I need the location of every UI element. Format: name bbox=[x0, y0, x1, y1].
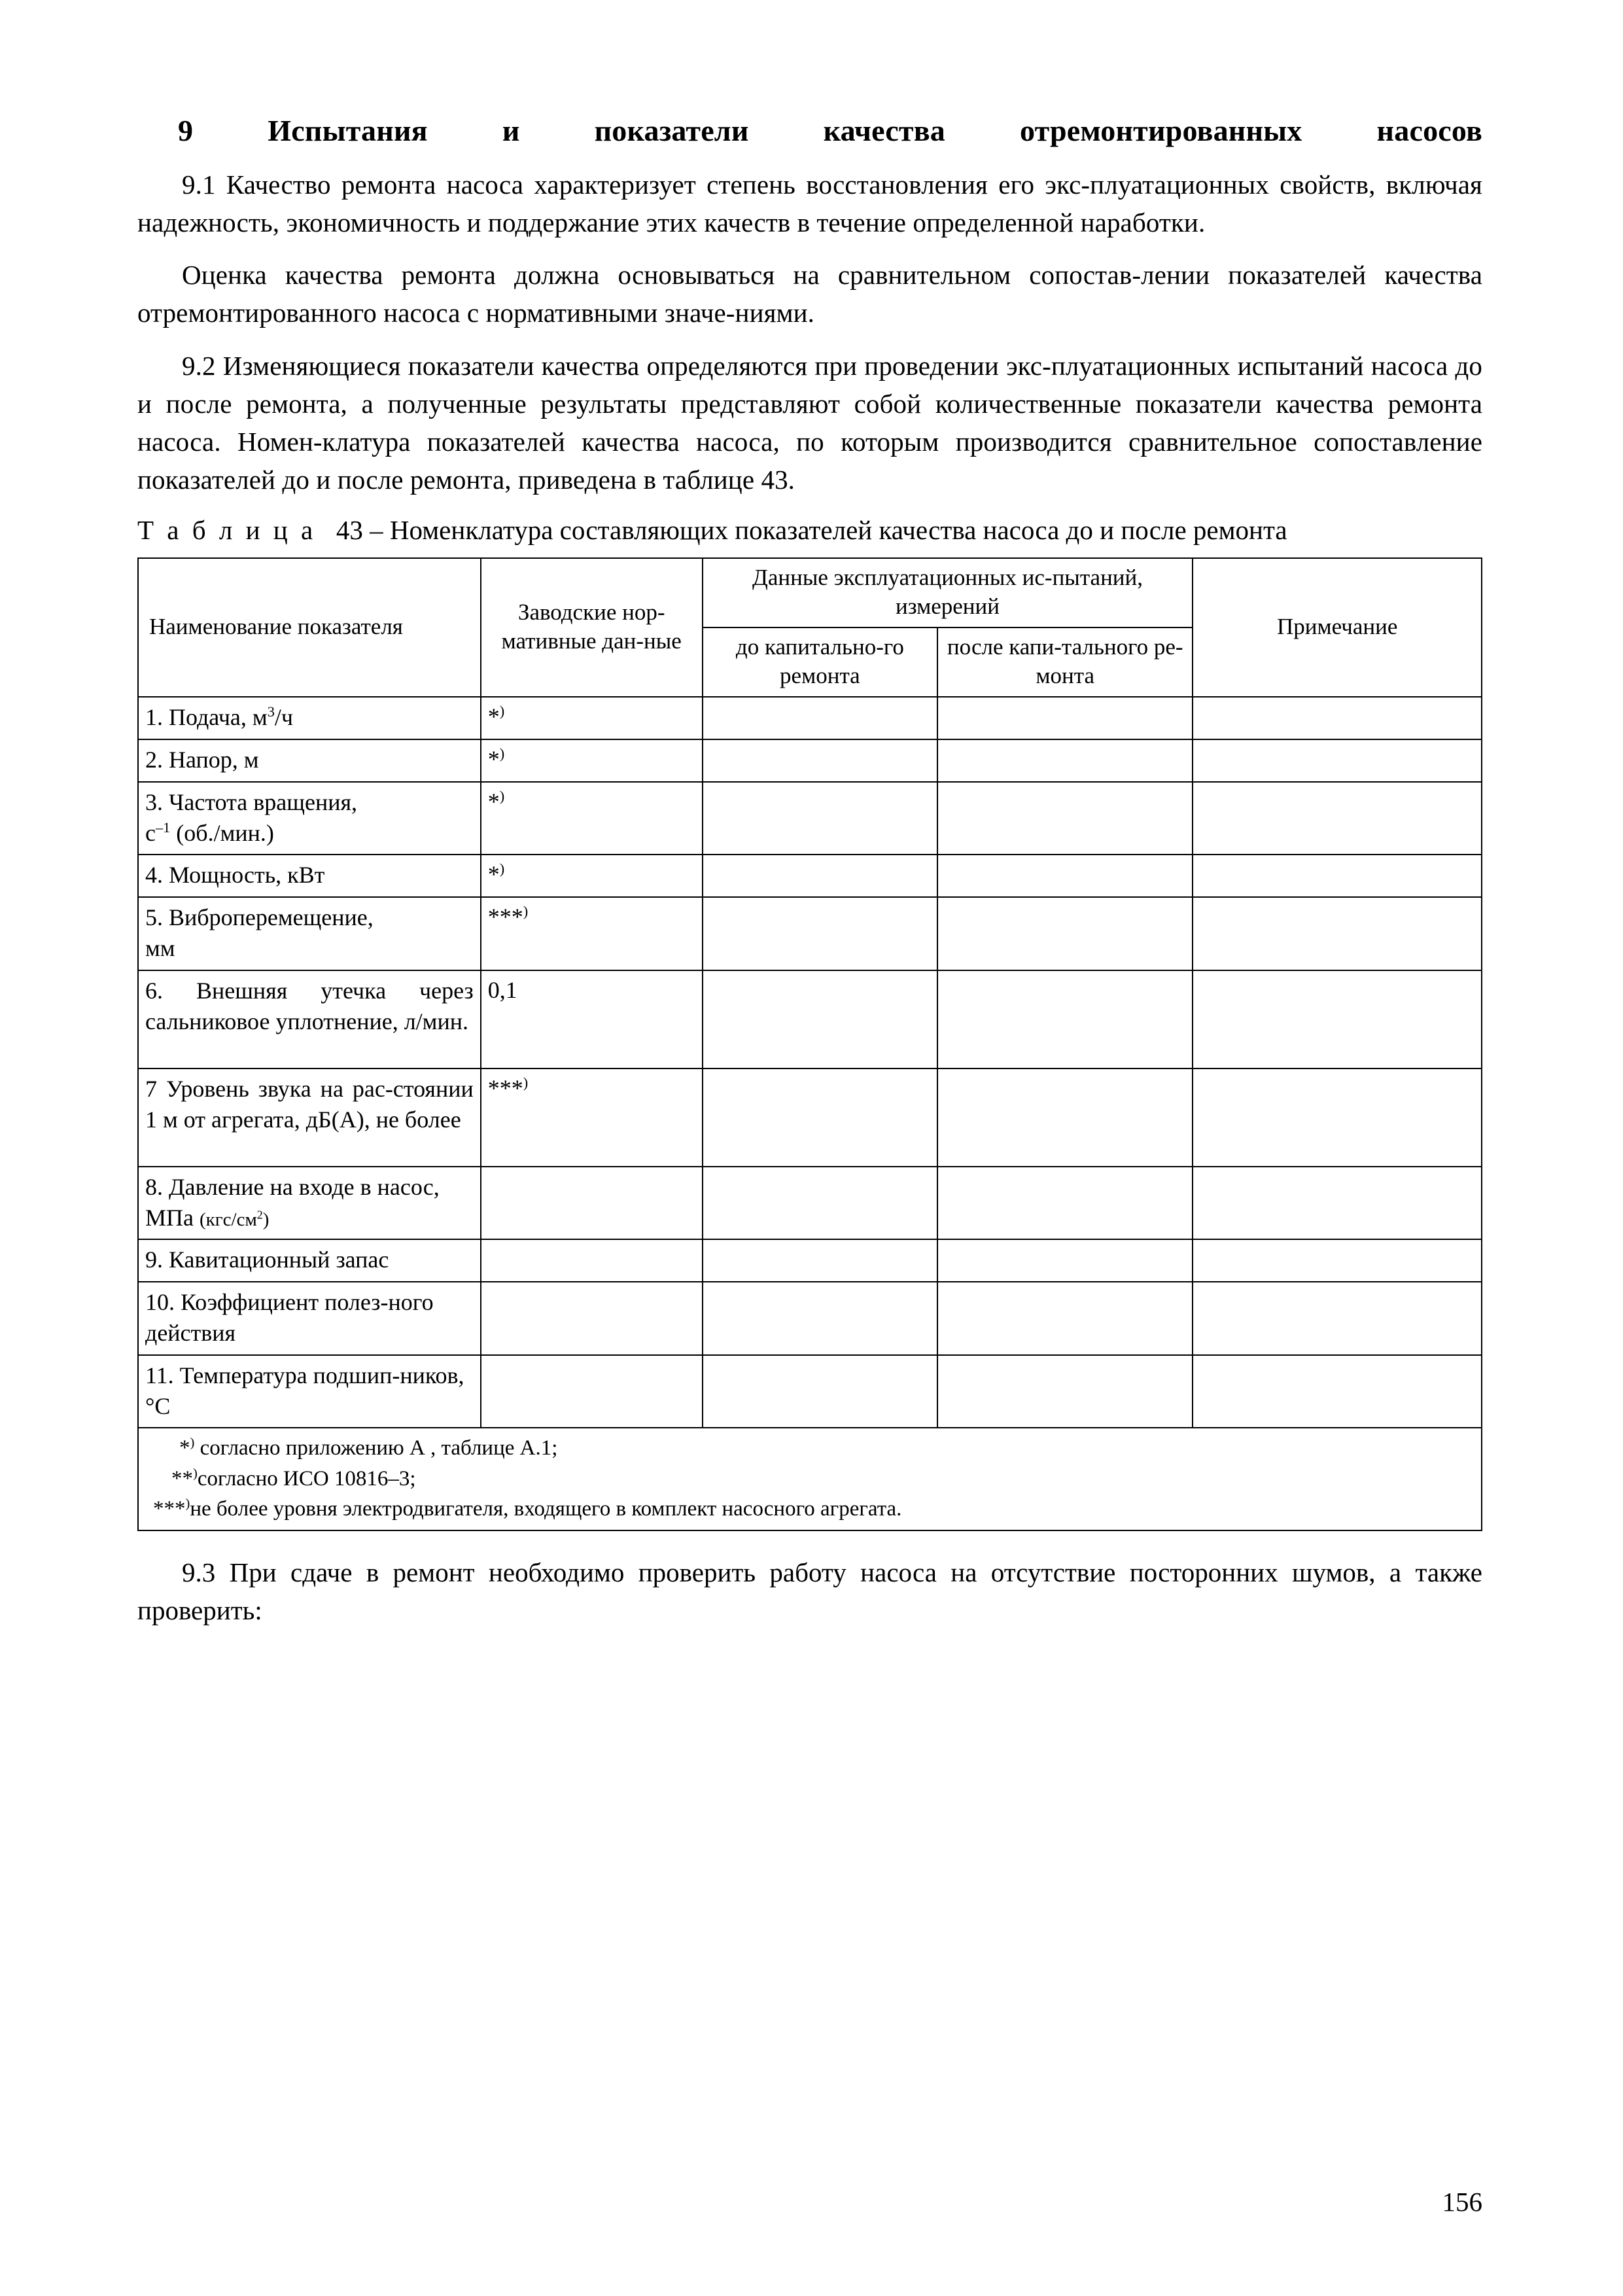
cell-note bbox=[1193, 1282, 1482, 1355]
paragraph-9-2: 9.2 Изменяющиеся показатели качества определяются при проведении экс-плуатационных испытаний насоса до и после ремонта, а полученные результаты представляют собой количественные показатели качества ремонта насоса. Номен-клатура показателей качества насоса, по которым производится сравнительное сопоставление показателей до и после ремонта, приведена в таблице 43. bbox=[137, 350, 1482, 495]
table-row bbox=[138, 1069, 1482, 1167]
table-row bbox=[138, 970, 1482, 1069]
table-caption-dash: – bbox=[370, 515, 383, 546]
cell-indicator-name: 1. Подача, $м^3/ч$ bbox=[138, 697, 481, 739]
table-header bbox=[138, 558, 1482, 697]
table-header-row-1 bbox=[138, 558, 1482, 627]
header-indicator-name: Наименование показателя bbox=[138, 558, 481, 697]
cell-after bbox=[937, 782, 1193, 855]
cell-after bbox=[937, 1069, 1193, 1167]
cell-note bbox=[1193, 897, 1482, 970]
cell-before bbox=[703, 739, 937, 782]
cell-after bbox=[937, 739, 1193, 782]
cell-before bbox=[703, 1355, 937, 1428]
cell-indicator-name: 6. Внешняя утечка через сальниковое уплотнение, л/мин. bbox=[138, 970, 481, 1069]
cell-before bbox=[703, 1282, 937, 1355]
table-row bbox=[138, 697, 1482, 739]
cell-factory bbox=[481, 1167, 703, 1240]
cell-factory: 0,1 bbox=[481, 970, 703, 1069]
cell-after bbox=[937, 970, 1193, 1069]
cell-before bbox=[703, 697, 937, 739]
table-row bbox=[138, 1239, 1482, 1282]
quality-indicators-table bbox=[137, 557, 1482, 1531]
paragraph-9-3: 9.3 При сдаче в ремонт необходимо проверить работу насоса на отсутствие посторонних шумов, а также проверить: bbox=[137, 1557, 1482, 1626]
cell-note bbox=[1193, 1355, 1482, 1428]
cell-after bbox=[937, 1355, 1193, 1428]
table-caption-label: Т а б л и ц а bbox=[137, 515, 317, 546]
cell-before bbox=[703, 897, 937, 970]
cell-factory bbox=[481, 1355, 703, 1428]
footnote: ***)не более уровня электродвигателя, входящего в комплект насосного агрегата. bbox=[153, 1496, 902, 1521]
table-row bbox=[138, 782, 1482, 855]
cell-before bbox=[703, 782, 937, 855]
cell-indicator-name: 2. Напор, м bbox=[138, 739, 481, 782]
paragraph-9-1: 9.1 Качество ремонта насоса характеризует степень восстановления его экс-плуатационных свойств, включая надежность, экономичность и поддержание этих качеств в течение определенной наработки. bbox=[137, 169, 1482, 238]
header-before-repair: до капитально-го ремонта bbox=[703, 627, 937, 697]
table-row bbox=[138, 855, 1482, 897]
cell-factory bbox=[481, 1239, 703, 1282]
cell-note bbox=[1193, 782, 1482, 855]
cell-note bbox=[1193, 970, 1482, 1069]
header-operational-data: Данные эксплуатационных ис-пытаний, измерений bbox=[703, 558, 1193, 627]
cell-note bbox=[1193, 1069, 1482, 1167]
table-caption-text: Номенклатура составляющих показателей качества насоса до и после ремонта bbox=[389, 515, 1287, 546]
cell-factory: *) bbox=[481, 697, 703, 739]
cell-before bbox=[703, 1069, 937, 1167]
cell-after bbox=[937, 1282, 1193, 1355]
footnotes-cell bbox=[138, 1428, 1482, 1530]
cell-factory bbox=[481, 1282, 703, 1355]
cell-after bbox=[937, 697, 1193, 739]
table-caption bbox=[137, 512, 1482, 549]
table-footnotes bbox=[138, 1428, 1482, 1530]
header-note: Примечание bbox=[1193, 558, 1482, 697]
table-row bbox=[138, 1355, 1482, 1428]
cell-before bbox=[703, 855, 937, 897]
cell-before bbox=[703, 1167, 937, 1240]
cell-indicator-name: 10. Коэффициент полез-ного действия bbox=[138, 1282, 481, 1355]
cell-note bbox=[1193, 855, 1482, 897]
cell-indicator-name: 7 Уровень звука на рас-стоянии 1 м от агрегата, дБ(А), не более bbox=[138, 1069, 481, 1167]
cell-factory: *) bbox=[481, 855, 703, 897]
page-title-text: 9 Испытания и показатели качества отремонтированных насосов bbox=[178, 114, 1482, 147]
table-row bbox=[138, 1167, 1482, 1240]
cell-indicator-name: 8. Давление на входе в насос, МПа $(кгс/см^2)$ bbox=[138, 1167, 481, 1240]
header-factory-data: Заводские нор-мативные дан-ные bbox=[481, 558, 703, 697]
page-title bbox=[137, 111, 1482, 151]
table-caption-number: 43 bbox=[336, 515, 363, 546]
cell-after bbox=[937, 897, 1193, 970]
cell-indicator-name: 4. Мощность, кВт bbox=[138, 855, 481, 897]
footnote: *) согласно приложению А , таблице А.1; bbox=[179, 1436, 558, 1460]
table-row bbox=[138, 897, 1482, 970]
header-after-repair: после капи-тального ре-монта bbox=[937, 627, 1193, 697]
cell-before bbox=[703, 1239, 937, 1282]
footnote: **)согласно ИСО 10816–3; bbox=[171, 1466, 416, 1491]
paragraph-quality-assessment: Оценка качества ремонта должна основываться на сравнительном сопостав-лении показателей качества отремонтированного насоса с нормативными значе-ниями. bbox=[137, 260, 1482, 328]
page-number: 156 bbox=[1442, 2187, 1482, 2217]
cell-factory: ***) bbox=[481, 897, 703, 970]
table-body bbox=[138, 697, 1482, 1428]
cell-indicator-name: 9. Кавитационный запас bbox=[138, 1239, 481, 1282]
cell-note bbox=[1193, 739, 1482, 782]
cell-indicator-name: 11. Температура подшип-ников, °С bbox=[138, 1355, 481, 1428]
cell-note bbox=[1193, 1239, 1482, 1282]
cell-before bbox=[703, 970, 937, 1069]
cell-after bbox=[937, 855, 1193, 897]
cell-factory: *) bbox=[481, 739, 703, 782]
cell-after bbox=[937, 1239, 1193, 1282]
table-row bbox=[138, 739, 1482, 782]
cell-indicator-name: 3. Частота вращения, $с^{-1}$ (об./мин.) bbox=[138, 782, 481, 855]
cell-note bbox=[1193, 697, 1482, 739]
cell-factory: *) bbox=[481, 782, 703, 855]
cell-note bbox=[1193, 1167, 1482, 1240]
cell-factory: ***) bbox=[481, 1069, 703, 1167]
cell-after bbox=[937, 1167, 1193, 1240]
cell-indicator-name: 5. Виброперемещение, мм bbox=[138, 897, 481, 970]
table-row bbox=[138, 1282, 1482, 1355]
